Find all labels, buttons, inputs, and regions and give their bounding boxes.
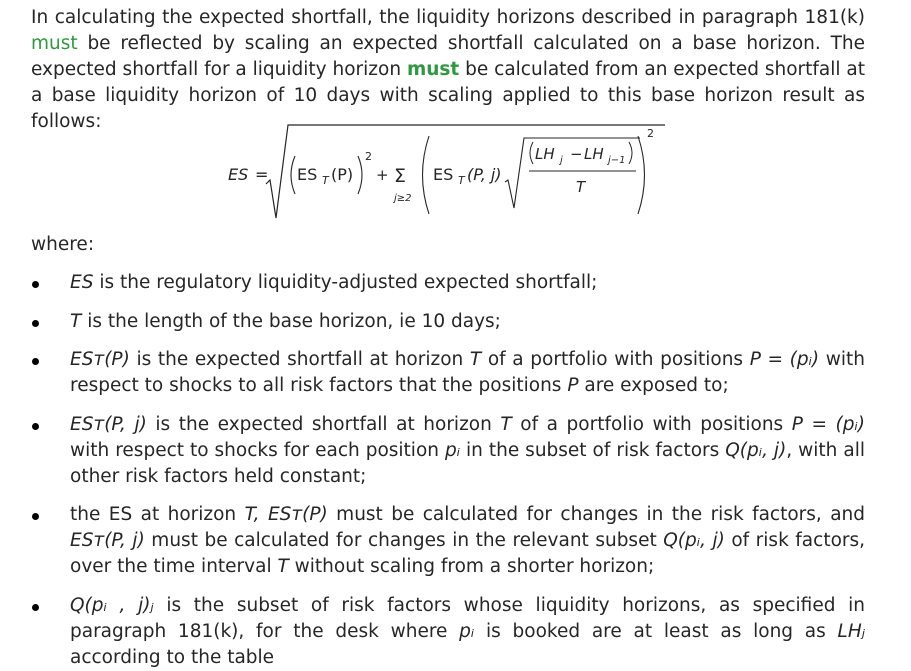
definition-text: must be calculated for changes in the relevant subset [144, 530, 664, 551]
term-t-inline: T [277, 556, 289, 577]
formula-equals: = [255, 165, 269, 184]
term-lhj-inline: LHⱼ [837, 621, 865, 642]
numerator-left-paren [530, 142, 533, 164]
bullet-dot [32, 604, 39, 611]
definition-item-es-t-p [70, 347, 865, 399]
definition-text: is the expected shortfall at horizon [129, 349, 470, 370]
bullet-dot [32, 320, 39, 327]
definition-text: of risk factors, over the time interval [70, 530, 866, 577]
term-t-es-t-p: T, ESᴛ(P) [244, 504, 328, 525]
formula-minus: − [570, 145, 583, 163]
formula-lhs-es: ES [228, 165, 249, 184]
formula-exponent-2: 2 [647, 127, 654, 140]
formula-plus: + [376, 166, 389, 184]
definition-text: are exposed to; [578, 375, 729, 396]
definition-item-t [70, 309, 865, 335]
term-t-inline: T [500, 414, 512, 435]
must-keyword-1: must [31, 33, 78, 54]
definition-item-q [70, 593, 865, 671]
term-es-t-p: ESᴛ(P) [70, 349, 130, 370]
definition-text: = [802, 414, 836, 435]
intro-text-3: be calculated from an expected shortfall at a base liquidity horizon of 10 days with scaling applied to this base horizon result as follows: [31, 59, 866, 132]
formula-lh-2: LH [584, 145, 604, 163]
definition-text: is the expected shortfall at horizon [146, 414, 501, 435]
es-scaling-formula [222, 120, 672, 220]
definition-text: is the subset of risk factors whose liquidity horizons, as specified in paragraph 181(k), for the desk where [70, 595, 865, 642]
intro-text-1: In calculating the expected shortfall, the liquidity horizons described in paragraph 181(k) [31, 7, 865, 28]
left-paren-big [423, 136, 430, 214]
intro-paragraph [31, 5, 865, 135]
definition-text: the ES at horizon [70, 504, 245, 525]
bullet-dot [32, 513, 39, 520]
left-paren-1 [291, 156, 295, 194]
right-paren-1 [358, 156, 362, 194]
definition-item-es-horizon [70, 502, 865, 580]
term-es-t-pj: ESᴛ(P, j) [70, 414, 147, 435]
term-pi-inline: (pᵢ) [789, 349, 820, 370]
definition-text: according to the table [70, 647, 275, 668]
formula-subscript-j-minus-1: j−1 [608, 155, 626, 166]
term-t-inline: T [469, 349, 482, 370]
definition-item-es [70, 270, 865, 296]
formula-denominator-t: T [576, 178, 586, 196]
definition-text: in the subset of risk factors [460, 440, 726, 461]
definition-text: is the regulatory liquidity-adjusted expected shortfall; [93, 272, 598, 293]
term-es: ES [70, 272, 94, 293]
intro-text-2: be reflected by scaling an expected shortfall calculated on a base horizon. The expected shortfall for a liquidity horizon [31, 33, 865, 80]
bullet-dot [32, 281, 39, 288]
term-p-inline: P [567, 375, 579, 396]
term-p-inline: P [791, 414, 803, 435]
formula-subscript-t-1: T [322, 174, 329, 187]
term-pi-inline: (pᵢ) [835, 414, 866, 435]
term-p-inline: P [749, 349, 761, 370]
where-label: where: [31, 234, 95, 255]
bullet-dot [32, 358, 39, 365]
right-paren-big [638, 136, 645, 214]
numerator-right-paren [629, 142, 632, 164]
term-pi-inline: pᵢ [459, 621, 475, 642]
definition-text: with respect to shocks to all risk factors that the positions [70, 349, 866, 396]
formula-sum-index: j≥2 [394, 193, 412, 204]
definition-text: of a portfolio with positions [511, 414, 792, 435]
definition-text: without scaling from a shorter horizon; [288, 556, 655, 577]
term-pi-inline: pᵢ [444, 440, 461, 461]
definition-item-es-t-pj [70, 412, 865, 490]
formula-es-1: ES [297, 165, 318, 184]
formula-lh-1: LH [535, 145, 555, 163]
definition-text: is the length of the base horizon, ie 10 days; [81, 311, 501, 332]
formula-subscript-t-2: T [458, 174, 465, 187]
formula-arg-p: (P) [331, 165, 354, 184]
definition-text: , with all other risk factors held constant; [70, 440, 865, 487]
formula-subscript-j: j [560, 155, 563, 166]
definition-text: is booked are at least as long as [474, 621, 838, 642]
formula-arg-pj: (P, j) [467, 165, 502, 184]
term-t: T [70, 311, 82, 332]
definition-text: of a portfolio with positions [481, 349, 750, 370]
term-q-pij: Q(pᵢ , j)ⱼ [70, 595, 154, 616]
definition-text: with respect to shocks for each position [70, 440, 445, 461]
definition-text: = [760, 349, 790, 370]
formula-es-2: ES [433, 165, 454, 184]
formula-graphic [222, 120, 672, 220]
term-q-inline: Q(pᵢ, j) [725, 440, 787, 461]
term-es-t-pj: ESᴛ(P, j) [70, 530, 145, 551]
definition-text: must be calculated for changes in the risk factors, and [327, 504, 866, 525]
formula-exponent-1: 2 [365, 150, 372, 163]
must-keyword-2: must [406, 59, 460, 80]
bullet-dot [32, 423, 39, 430]
term-q-inline: Q(pᵢ, j) [663, 530, 725, 551]
formula-sum: Σ [394, 165, 407, 187]
